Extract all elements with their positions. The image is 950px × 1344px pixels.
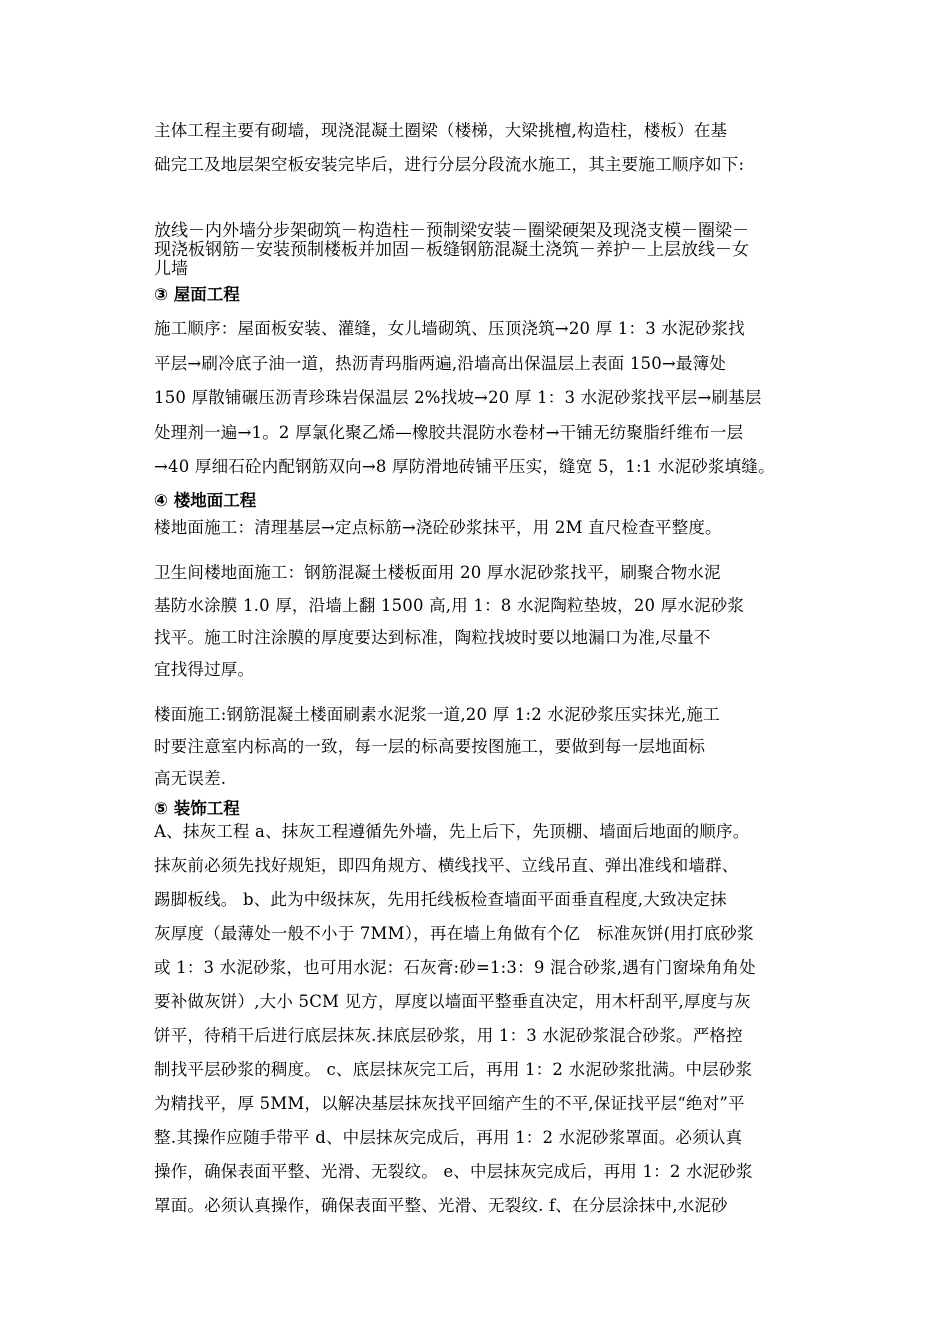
decor-line: 灰厚度（最薄处一般不小于 7MM），再在墙上角做有个亿 标准灰饼(用打底砂浆 [154,924,754,943]
decor-line: 操作，确保表面平整、光滑、无裂纹。 e、中层抹灰完成后，再用 1：2 水泥砂浆 [154,1162,753,1181]
floor-line: 时要注意室内标高的一致，每一层的标高要按图施工，要做到每一层地面标 [154,737,706,756]
floor-line: 基防水涂膜 1.0 厚，沿墙上翻 1500 高,用 1：8 水泥陶粒垫坡，20 厚水泥砂浆 [154,596,745,615]
decor-line: 要补做灰饼）,大小 5CM 见方，厚度以墙面平整垂直决定，用木杆刮平,厚度与灰 [154,992,751,1011]
section-heading-decoration: ⑤ 装饰工程 [154,799,240,818]
roof-line: →40 厚细石砼内配钢筋双向→8 厚防滑地砖铺平压实，缝宽 5，1:1 水泥砂浆填缝。 [154,457,775,476]
decor-line: A、抹灰工程 a、抹灰工程遵循先外墙，先上后下，先顶棚、墙面后地面的顺序。 [154,822,750,841]
roof-line: 平层→刷冷底子油一道，热沥青玛脂两遍,沿墙高出保温层上表面 150→最簿处 [154,354,727,373]
decor-line: 整.其操作应随手带平 d、中层抹灰完成后，再用 1：2 水泥砂浆罩面。必须认真 [154,1128,743,1147]
decor-line: 制找平层砂浆的稠度。 c、底层抹灰完工后，再用 1：2 水泥砂浆批满。中层砂浆 [154,1060,753,1079]
floor-line: 宜找得过厚。 [154,660,255,679]
roof-line: 处理剂一遍→1。2 厚氯化聚乙烯—橡胶共混防水卷材→干铺无纺聚脂纤维布一层 [154,423,744,442]
intro-line: 础完工及地层架空板安装完毕后，进行分层分段流水施工，其主要施工顺序如下: [154,155,745,174]
floor-line: 楼地面施工：清理基层→定点标筋→浇砼砂浆抹平，用 2M 直尺检查平整度。 [154,518,722,537]
sequence-line: 儿墙 [154,259,188,279]
intro-line: 主体工程主要有砌墙，现浇混凝土圈梁（楼梯，大梁挑檀,构造柱，楼板）在基 [154,121,728,140]
section-heading-floor: ④ 楼地面工程 [154,491,257,510]
decor-line: 抹灰前必须先找好规矩，即四角规方、横线找平、立线吊直、弹出准线和墙群、 [154,856,739,875]
floor-line: 楼面施工:钢筋混凝土楼面刷素水泥浆一道,20 厚 1:2 水泥砂浆压实抹光,施工 [154,705,720,724]
roof-line: 150 厚散铺碾压沥青珍珠岩保温层 2%找坡→20 厚 1：3 水泥砂浆找平层→刷基层 [154,388,762,407]
sequence-line: 现浇板钢筋－安装预制楼板并加固－板缝钢筋混凝土浇筑－养护－上层放线－女 [154,240,749,260]
decor-line: 或 1：3 水泥砂浆，也可用水泥：石灰膏:砂=1:3：9 混合砂浆,遇有门窗垛角角处 [154,958,756,977]
decor-line: 为精找平，厚 5MM，以解决基层抹灰找平回缩产生的不平,保证找平层“绝对”平 [154,1094,745,1113]
decor-line: 饼平，待稍干后进行底层抹灰.抹底层砂浆，用 1：3 水泥砂浆混合砂浆。严格控 [154,1026,743,1045]
floor-line: 找平。施工时注涂膜的厚度要达到标准，陶粒找坡时要以地漏口为准,尽量不 [154,628,711,647]
sequence-line: 放线－内外墙分步架砌筑－构造柱－预制梁安装－圈梁硬架及现浇支模－圈梁－ [154,221,749,241]
section-heading-roof: ③ 屋面工程 [154,285,240,304]
decor-line: 踢脚板线。 b、此为中级抹灰，先用托线板检查墙面平面垂直程度,大致决定抹 [154,890,727,909]
roof-line: 施工顺序：屋面板安装、灌缝，女儿墙砌筑、压顶浇筑→20 厚 1：3 水泥砂浆找 [154,319,745,338]
decor-line: 罩面。必须认真操作，确保表面平整、光滑、无裂纹. f、在分层涂抹中,水泥砂 [154,1196,728,1215]
floor-line: 高无误差. [154,769,227,788]
floor-line: 卫生间楼地面施工：钢筋混凝土楼板面用 20 厚水泥砂浆找平，刷聚合物水泥 [154,563,721,582]
